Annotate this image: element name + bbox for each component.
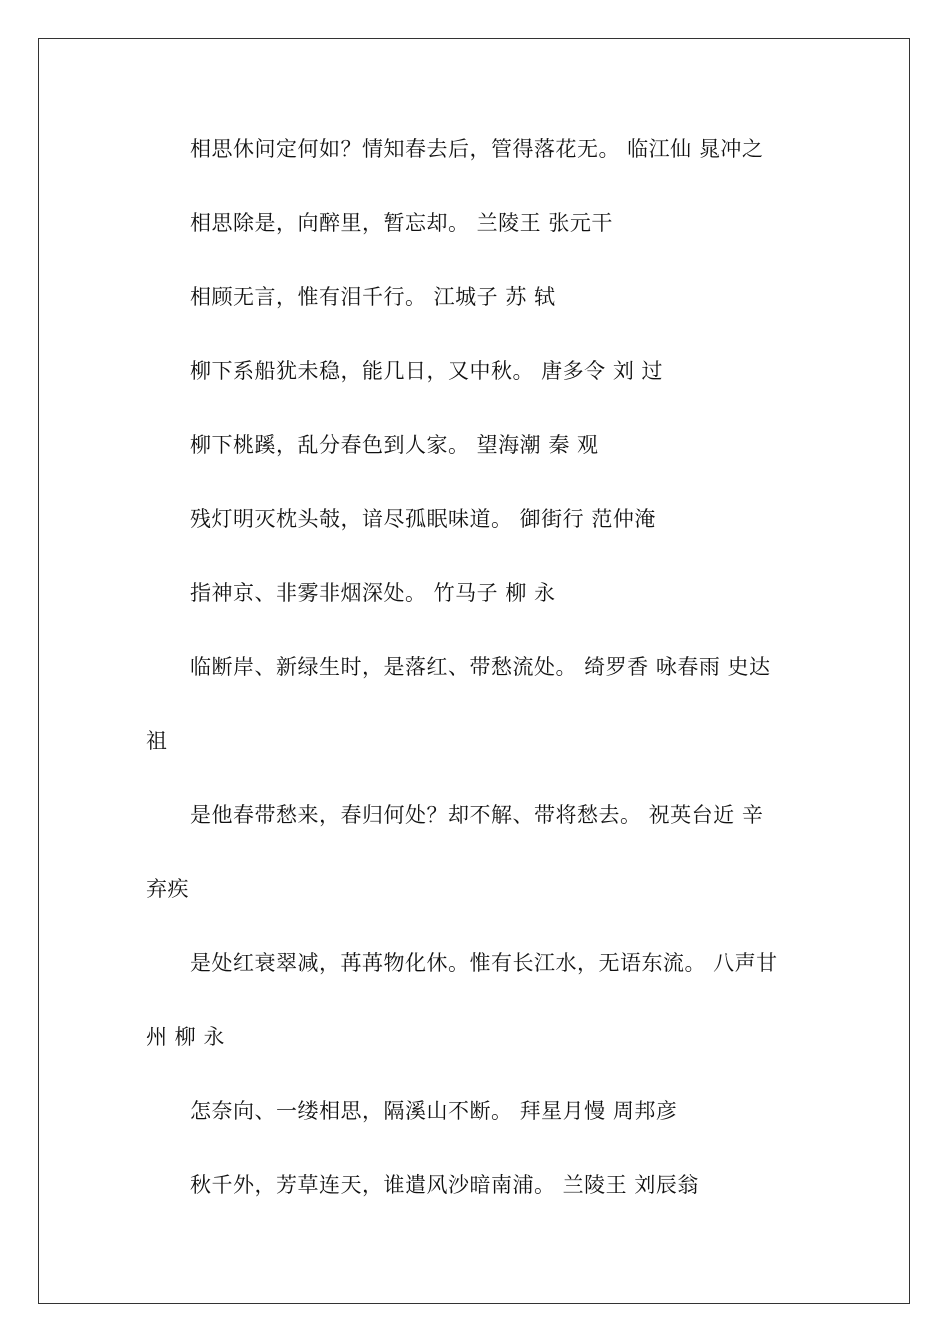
line-10-continued: 州 柳 永 (146, 1025, 225, 1049)
line-9: 是他春带愁来，春归何处？却不解、带将愁去。 祝英台近 辛 (190, 803, 764, 827)
line-7: 指神京、非雾非烟深处。 竹马子 柳 永 (190, 581, 556, 605)
line-10: 是处红衰翠减，苒苒物化休。惟有长江水，无语东流。 八声甘 (190, 951, 778, 975)
poem-lines (146, 131, 806, 1241)
line-9-continued: 弃疾 (146, 877, 189, 901)
line-8: 临断岸、新绿生时，是落红、带愁流处。 绮罗香 咏春雨 史达 (190, 655, 771, 679)
line-12: 秋千外，芳草连天，谁遣风沙暗南浦。 兰陵王 刘辰翁 (190, 1173, 699, 1197)
line-3: 相顾无言，惟有泪千行。 江城子 苏 轼 (190, 285, 556, 309)
line-5: 柳下桃蹊，乱分春色到人家。 望海潮 秦 观 (190, 433, 599, 457)
line-6: 残灯明灭枕头攲，谙尽孤眠味道。 御街行 范仲淹 (190, 507, 656, 531)
line-8-continued: 祖 (146, 729, 168, 753)
line-1: 相思休问定何如？情知春去后，管得落花无。 临江仙 晁冲之 (190, 137, 764, 161)
line-4: 柳下系船犹未稳，能几日，又中秋。 唐多令 刘 过 (190, 359, 664, 383)
line-11: 怎奈向、一缕相思，隔溪山不断。 拜星月慢 周邦彦 (190, 1099, 678, 1123)
line-2: 相思除是，向醉里，暂忘却。 兰陵王 张元干 (190, 211, 613, 235)
